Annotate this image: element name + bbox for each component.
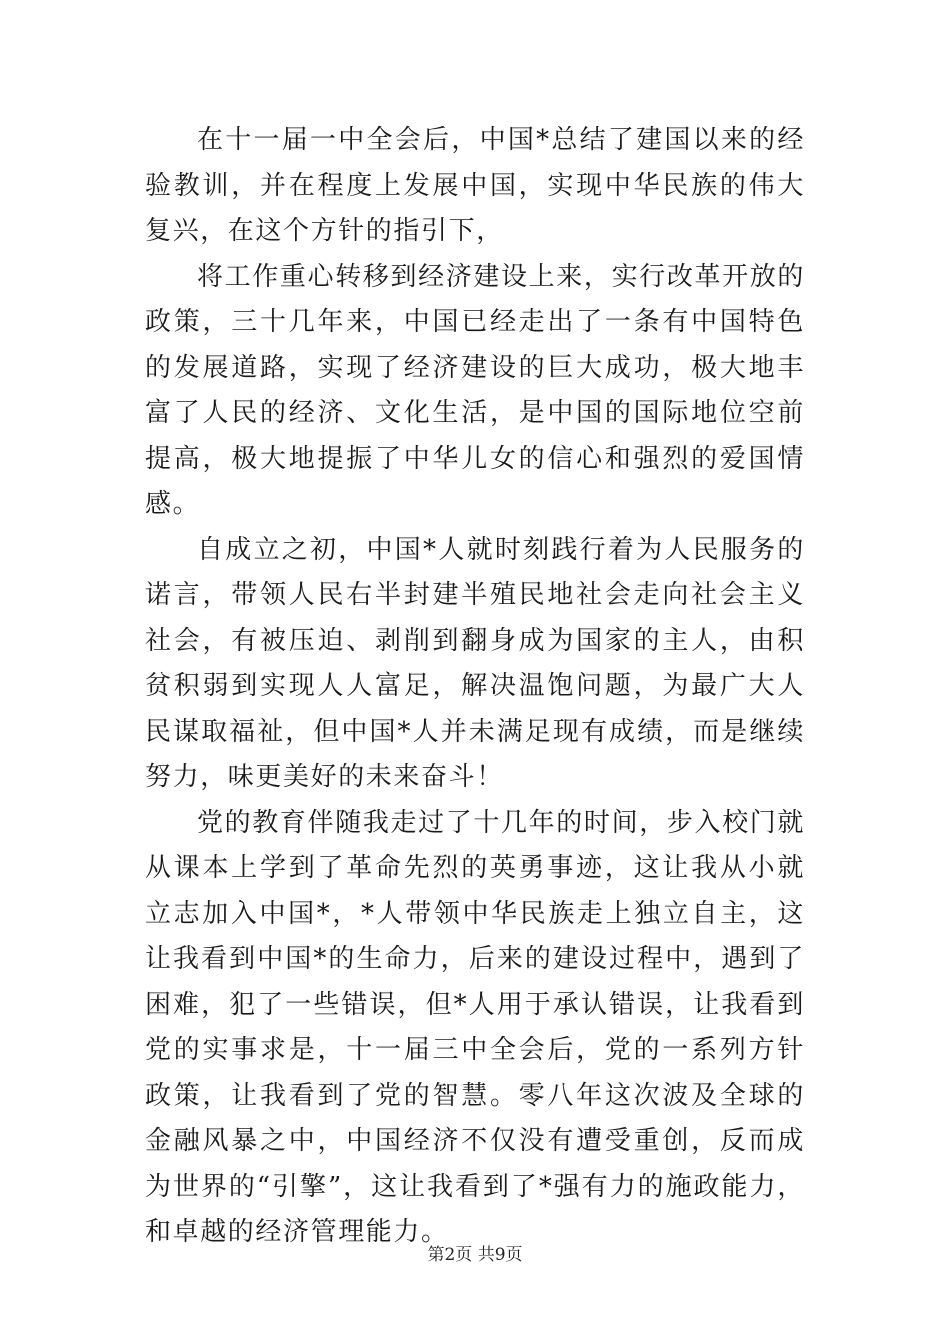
paragraph: 党的教育伴随我走过了十几年的时间，步入校门就从课本上学到了革命先烈的英勇事迹，这让我从小就立志加入中国*，*人带领中华民族走上独立自主，这让我看到中国*的生命力，后来的建设过程中，遇到了困难，犯了一些错误，但*人用于承认错误，让我看到党的实事求是，十一届三中全会后，党的一系列方针政策，让我看到了党的智慧。零八年这次波及全球的金融风暴之中，中国经济不仅没有遭受重创，反而成为世界的“引擎”，这让我看到了*强有力的施政能力，和卓越的经济管理能力。 xyxy=(145,807,805,1247)
page-number-footer: 第2页 共9页 xyxy=(427,1245,523,1265)
paragraph: 在十一届一中全会后，中国*总结了建国以来的经验教训，并在程度上发展中国，实现中华民族的伟大复兴，在这个方针的指引下， xyxy=(145,125,805,246)
document-body xyxy=(145,118,805,1256)
paragraph: 将工作重心转移到经济建设上来，实行改革开放的政策，三十几年来，中国已经走出了一条有中国特色的发展道路，实现了经济建设的巨大成功，极大地丰富了人民的经济、文化生活，是中国的国际地位空前提高，极大地提振了中华儿女的信心和强烈的爱国情感。 xyxy=(145,261,805,519)
paragraph: 自成立之初，中国*人就时刻践行着为人民服务的诺言，带领人民右半封建半殖民地社会走向社会主义社会，有被压迫、剥削到翻身成为国家的主人，由积贫积弱到实现人人富足，解决温饱问题，为最广大人民谋取福祉，但中国*人并未满足现有成绩，而是继续努力，味更美好的未来奋斗！ xyxy=(145,534,805,792)
